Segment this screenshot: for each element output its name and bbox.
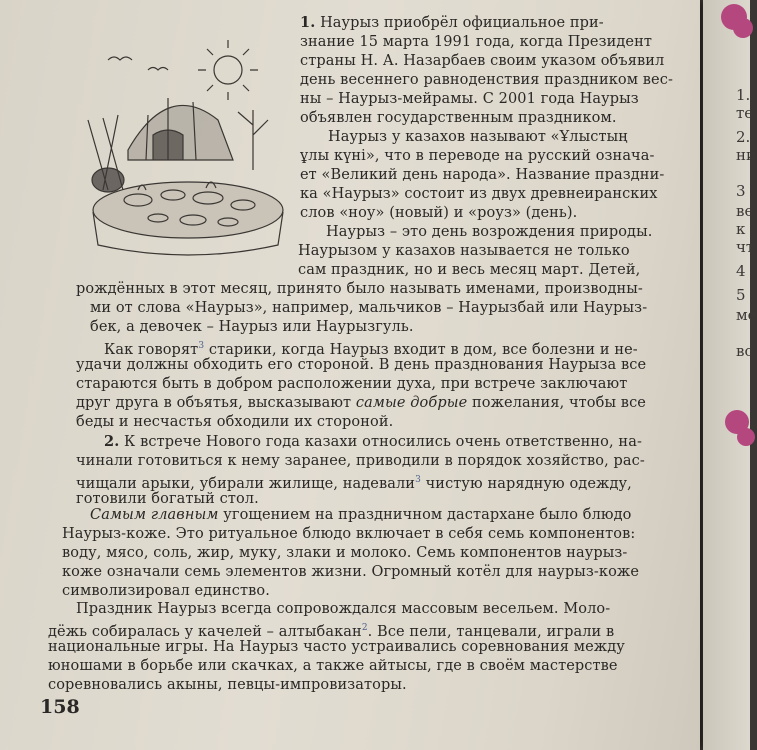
side-page-text: 2.: [736, 128, 751, 146]
text-line: Наурыз у казахов называют «Ұлыстың: [328, 129, 628, 145]
paragraph-7: [48, 600, 625, 695]
paragraph-6: [62, 506, 639, 601]
text-line: ка «Наурыз» состоит из двух древнеиранских: [300, 186, 658, 202]
text-line: готовили богатый стол.: [76, 491, 259, 507]
side-page-text: ме: [736, 306, 757, 324]
text-line: ны – Наурыз-мейрамы. С 2001 года Наурыз: [300, 91, 639, 107]
text-line: юношами в борьбе или скачках, а также айтысы, где в своём мастерстве: [48, 658, 618, 674]
nauryz-festival-sketch-icon: [68, 40, 288, 255]
text-line: стараются быть в добром расположении духа, при встрече заключают: [76, 376, 628, 392]
side-page-text: те: [736, 104, 754, 122]
text-line: национальные игры. На Наурыз часто устраивались соревнования между: [48, 639, 625, 655]
text-line: символизировал единство.: [62, 583, 270, 599]
footnote-ref: 2: [361, 623, 368, 633]
text-line: день весеннего равноденствия праздником вес-: [300, 72, 673, 88]
text-line: объявлен государственным праздником.: [300, 110, 617, 126]
text-line: рождённых в этот месяц, принято было называть именами, производны-: [76, 281, 643, 297]
paragraph-number: 1.: [300, 14, 316, 31]
side-page-text: чт: [736, 238, 755, 256]
paragraph-3-continued: [76, 280, 647, 337]
text-segment: чищали арыки, убирали жилище, надевали: [76, 475, 416, 492]
side-page-text: вс: [736, 342, 753, 360]
text-line: удачи должны обходить его стороной. В день празднования Наурыза все: [76, 357, 647, 373]
text-line: страны Н. А. Назарбаев своим указом объявил: [300, 53, 665, 69]
paragraph-1: [300, 14, 673, 128]
adjacent-page-edge: [703, 0, 757, 750]
text-line: Праздник Наурыз всегда сопровождался массовым весельем. Моло-: [76, 601, 611, 617]
paragraph-3: [298, 223, 652, 280]
text-line: Наурыз-коже. Это ритуальное блюдо включает в себя семь компонентов:: [62, 526, 636, 542]
text-line: Наурызом у казахов называется не только: [298, 243, 630, 259]
text-line: коже означали семь элементов жизни. Огромный котёл для наурыз-коже: [62, 564, 640, 580]
text-segment: дёжь собиралась у качелей – алтыбакан: [48, 623, 362, 640]
flower-icon: [733, 18, 753, 38]
text-line: слов «ноу» (новый) и «роуз» (день).: [300, 205, 578, 221]
text-segment: друг друга в объятья, высказывают: [76, 395, 356, 411]
text-line: Наурыз приобрёл официальное при-: [320, 15, 604, 31]
footnote-ref: 3: [198, 341, 205, 351]
side-page-text: ни: [736, 146, 756, 164]
italic-text: самые добрые: [355, 395, 468, 411]
text-line: ұлы күні», что в переводе на русский означа-: [300, 148, 655, 164]
text-line: знание 15 марта 1991 года, когда Президент: [300, 34, 652, 50]
side-page-text: к: [736, 220, 746, 238]
text-line: чинали готовиться к нему заранее, приводили в порядок хозяйство, рас-: [76, 453, 645, 469]
text-line: воду, мясо, соль, жир, муку, злаки и молоко. Семь компонентов наурыз-: [62, 545, 628, 561]
text-line: ми от слова «Наурыз», например, мальчиков – Наурызбай или Наурыз-: [90, 300, 648, 316]
side-page-text: 3: [736, 182, 746, 200]
side-page-text: 4: [736, 262, 746, 280]
side-page-text: 1.: [736, 86, 751, 104]
text-line: беды и несчастья обходили их стороной.: [76, 414, 394, 430]
paragraph-2: [300, 128, 664, 223]
flower-icon: [737, 428, 755, 446]
text-segment: старики, когда Наурыз входит в дом, все болезни и не-: [204, 341, 638, 358]
text-segment: пожелания, чтобы все: [467, 395, 646, 411]
text-line: ет «Великий день народа». Название праздни-: [300, 167, 665, 183]
text-segment: чистую нарядную одежду,: [420, 475, 632, 492]
paragraph-number: 2.: [104, 433, 120, 450]
page-number: 158: [40, 696, 80, 718]
text-segment: Как говорят: [104, 341, 199, 358]
text-line: бек, а девочек – Наурыз или Наурызгуль.: [90, 319, 414, 335]
side-page-text: 5: [736, 286, 746, 304]
side-page-text: ве: [736, 202, 754, 220]
text-line: соревновались акыны, певцы-импровизаторы.: [48, 677, 407, 693]
text-segment: К встрече Нового года казахи относились очень ответственно, на-: [119, 434, 642, 450]
paragraph-5: [76, 433, 645, 509]
italic-text: Самым главным: [90, 507, 219, 523]
text-line: Наурыз – это день возрождения природы.: [326, 224, 653, 240]
text-segment: угощением на праздничном дастархане было блюдо: [218, 507, 632, 523]
text-line: сам праздник, но и весь месяц март. Детей,: [298, 262, 641, 278]
text-segment: . Все пели, танцевали, играли в: [367, 623, 615, 640]
paragraph-4: [76, 337, 646, 432]
footnote-ref: 3: [415, 475, 421, 485]
